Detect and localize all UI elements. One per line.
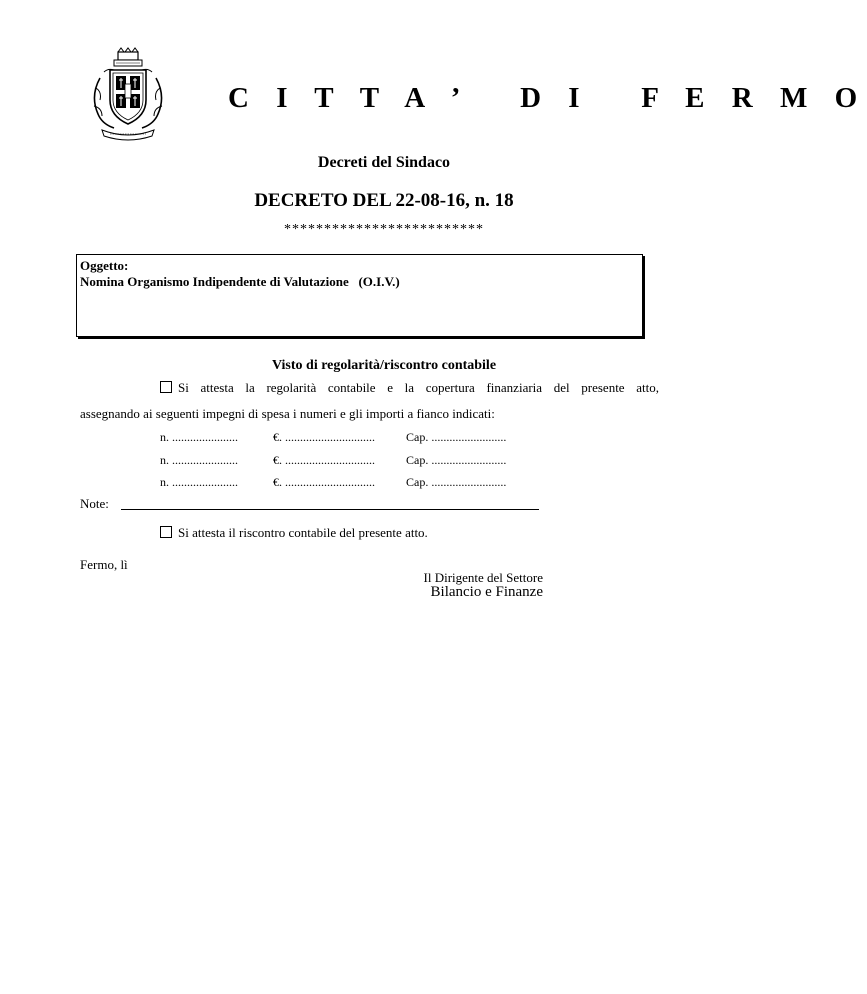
city-title: C I T T A ’ D I F E R M O (228, 82, 867, 114)
signer-department: Bilancio e Finanze (430, 584, 543, 600)
note-label: Note: (80, 496, 109, 511)
checkbox-icon[interactable] (160, 526, 172, 538)
commitment-amount: €. .............................. (273, 475, 375, 489)
section-title: Decreti del Sindaco (317, 154, 451, 171)
commitment-amount: €. .............................. (273, 430, 375, 444)
commitment-chapter: Cap. ......................... (406, 453, 507, 467)
attest-regularity-line (160, 380, 659, 396)
subject-label: Oggetto: (80, 258, 129, 273)
attest-regularity-text: Si attesta la regolarità contabile e la copertura finanziaria del presente atto, (178, 380, 659, 395)
attest-check-line (160, 525, 428, 541)
commitment-number: n. ...................... (160, 475, 238, 489)
decree-title: DECRETO DEL 22-08-16, n. 18 (254, 190, 514, 211)
commitment-amount: €. .............................. (273, 453, 375, 467)
subject-box (76, 254, 643, 337)
note-field[interactable] (121, 509, 539, 510)
commitment-chapter: Cap. ......................... (406, 430, 507, 444)
subject-text: Nomina Organismo Indipendente di Valutazione (O.I.V.) (80, 274, 400, 289)
commitment-chapter: Cap. ......................... (406, 475, 507, 489)
signer-role: Il Dirigente del Settore (423, 570, 543, 585)
separator-stars: ************************* (284, 222, 484, 237)
place-date-label: Fermo, lì (80, 557, 128, 572)
commitment-number: n. ...................... (160, 453, 238, 467)
checkbox-icon[interactable] (160, 381, 172, 393)
attest-regularity-continuation: assegnando ai seguenti impegni di spesa i numeri e gli importi a fianco indicati: (80, 406, 495, 421)
commitment-number: n. ...................... (160, 430, 238, 444)
accounting-heading: Visto di regolarità/riscontro contabile (271, 358, 497, 373)
attest-check-text: Si attesta il riscontro contabile del presente atto. (178, 525, 428, 540)
city-crest-icon (88, 48, 168, 140)
